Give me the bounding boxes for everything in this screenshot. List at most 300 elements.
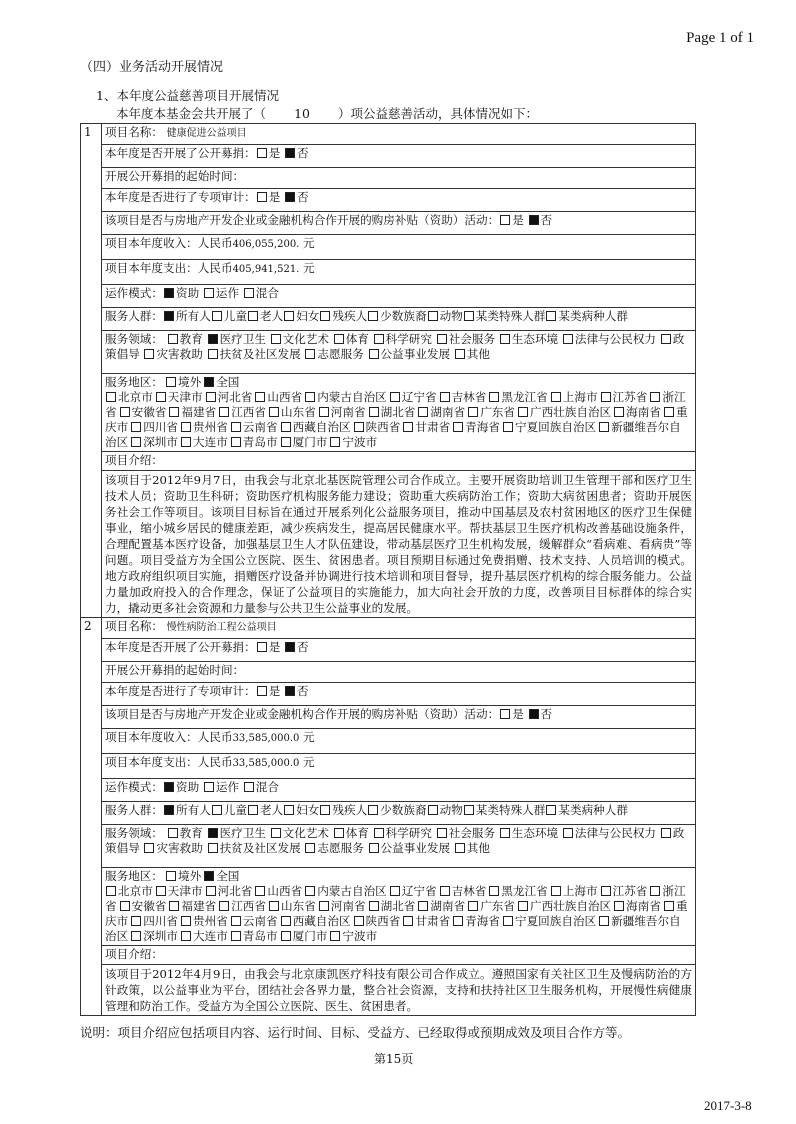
field-checkbox [334, 828, 344, 838]
region-checkbox [131, 437, 141, 447]
region-label: 江苏省 [612, 390, 648, 404]
field-label: 体育 [345, 332, 369, 346]
region-checkbox [601, 392, 611, 402]
page-of-label: Page 1 of 1 [686, 30, 754, 46]
mode-label: 混合 [255, 286, 279, 300]
currency-label: 人民币 [197, 755, 233, 769]
mode-checkbox [164, 288, 174, 298]
field-label: 志愿服务 [317, 347, 364, 361]
region-label: 大连市 [193, 929, 228, 943]
label-income: 项目本年度收入： [105, 730, 198, 744]
project-row [81, 124, 696, 145]
mode-label: 混合 [255, 780, 279, 794]
region-checkbox [390, 392, 400, 402]
region-label: 山西省 [267, 884, 303, 898]
project-field-cell [102, 754, 696, 779]
yuan-label: 元 [303, 261, 315, 275]
group-checkbox [248, 311, 258, 321]
field-checkbox [455, 349, 465, 359]
region-checkbox [106, 886, 116, 896]
field-checkbox [334, 334, 344, 344]
project-count-line [116, 104, 538, 122]
region-checkbox [169, 407, 179, 417]
region-checkbox [468, 407, 478, 417]
project-row [81, 965, 696, 1016]
region-checkbox [599, 422, 609, 432]
group-checkbox [428, 311, 438, 321]
label-project-name: 项目名称： [105, 125, 163, 139]
region-label: 天津市 [167, 390, 203, 404]
region-label: 湖南省 [430, 405, 466, 419]
group-checkbox [212, 311, 222, 321]
mode-label: 运作 [215, 286, 240, 300]
region-checkbox [255, 392, 265, 402]
region-label: 河南省 [330, 899, 366, 913]
field-checkbox [437, 334, 447, 344]
project-field-cell [102, 374, 696, 452]
region-checkbox [305, 886, 315, 896]
region-label: 甘肃省 [415, 420, 451, 434]
region-checkbox [664, 407, 674, 417]
project-row [81, 729, 696, 754]
region-label: 新疆维吾尔自治区 [105, 914, 681, 943]
region-checkbox [614, 901, 624, 911]
region-checkbox [369, 901, 379, 911]
overseas-checkbox [166, 377, 176, 387]
yes-label: 是 [268, 190, 281, 204]
project-field-cell [102, 683, 696, 706]
region-label: 陕西省 [365, 420, 401, 434]
region-label: 吉林省 [451, 884, 487, 898]
region-label: 北京市 [118, 390, 153, 404]
no-checkbox [285, 642, 295, 652]
yes-checkbox [257, 192, 267, 202]
label-public-fundraising: 本年度是否开展了公开募捐： [105, 146, 256, 160]
group-checkbox [428, 805, 438, 815]
region-label: 云南省 [242, 420, 278, 434]
mode-checkbox [204, 288, 214, 298]
region-checkbox [453, 916, 463, 926]
subsection-title: 1、本年度公益慈善项目开展情况 [96, 88, 279, 103]
yes-label: 是 [512, 707, 524, 721]
region-checkbox [156, 392, 166, 402]
project-row [81, 683, 696, 706]
region-label: 河北省 [217, 884, 253, 898]
project-field-cell [102, 168, 696, 189]
region-label: 海南省 [626, 405, 661, 419]
region-checkbox [219, 901, 229, 911]
region-label: 广东省 [480, 899, 515, 913]
mode-checkbox [164, 782, 174, 792]
group-checkbox [320, 805, 330, 815]
region-checkbox [614, 407, 624, 417]
no-checkbox [285, 686, 295, 696]
project-row [81, 825, 696, 868]
region-checkbox [231, 916, 241, 926]
group-label: 老人 [260, 309, 284, 323]
project-row [81, 639, 696, 662]
region-label: 广东省 [480, 405, 515, 419]
region-label: 宁波市 [342, 435, 378, 449]
yes-checkbox [257, 642, 267, 652]
region-label: 海南省 [626, 899, 661, 913]
region-checkbox [281, 916, 291, 926]
field-checkbox [563, 334, 573, 344]
footnote: 说明：项目介绍应包括项目内容、运行时间、目标、受益方、已经取得或预期成效及项目合作方等。 [80, 1025, 631, 1040]
region-label: 青岛市 [242, 435, 278, 449]
label-service-groups: 服务人群 [105, 803, 152, 817]
income-value: 406,055,200. [232, 239, 300, 250]
region-label: 新疆维吾尔自治区 [105, 420, 681, 449]
field-checkbox [144, 843, 154, 853]
region-checkbox [403, 916, 413, 926]
region-label: 厦门市 [292, 929, 328, 943]
region-label: 吉林省 [451, 390, 487, 404]
footer-date: 2017-3-8 [704, 1098, 752, 1113]
field-checkbox [208, 334, 218, 344]
region-label: 甘肃省 [415, 914, 451, 928]
currency-label: 人民币 [197, 730, 233, 744]
project-field-cell [102, 124, 696, 145]
group-checkbox [164, 805, 174, 815]
region-label: 上海市 [562, 390, 598, 404]
region-label: 四川省 [143, 914, 178, 928]
region-checkbox [219, 407, 229, 417]
field-label: 扶贫及社区发展 [219, 841, 301, 855]
region-checkbox [206, 392, 216, 402]
project-row [81, 168, 696, 189]
field-label: 法律与公民权力 [574, 332, 657, 346]
region-checkbox [330, 931, 340, 941]
project-row [81, 331, 696, 374]
label-service-region: 服务地区： [105, 375, 163, 389]
project-name: 健康促进公益项目 [166, 128, 247, 139]
region-label: 深圳市 [143, 435, 178, 449]
no-label: 否 [540, 707, 553, 721]
project-field-cell [102, 639, 696, 662]
region-checkbox [181, 422, 191, 432]
field-label: 生态环境 [511, 332, 559, 346]
project-row [81, 212, 696, 235]
field-checkbox [500, 334, 510, 344]
yuan-label: 元 [303, 730, 315, 744]
no-label: 否 [540, 213, 553, 227]
project-row [81, 235, 696, 260]
region-label: 浙江省 [105, 884, 686, 913]
yuan-label: 元 [303, 236, 315, 250]
project-field-cell [102, 285, 696, 308]
group-checkbox [164, 311, 174, 321]
project-intro: 该项目于2012年9月7日，由我会与北京北基医院管理公司合作成立。主要开展资助培训卫生管理干部和医疗卫生技术人员；资助卫生科研；资助医疗机构服务能力建设；资助重大疾病防治工作；资助大病贫困患者；资助开展医务社会工作等项目。该项目目标旨在通过开展系列化公益服务项目，推动中国基层及农村贫困地区的医疗卫生保健事业，缩小城乡居民的健康差距，减少疾病发生，提高居民健康水平。帮扶基层卫生医疗机构改善基础设施条件，合理配置基本医疗设备，加强基层卫生人才队伍建设，带动基层医疗卫生机构发展，缓解群众“看病难、看病贵”等问题。项目受益方为全国公立医院、医生、贫困患者。项目预期目标通过免费捐赠、技术支持、人员培训的模式。地方政府组织项目实施，捐赠医疗设备并协调进行技术培训和项目督导，提升基层医疗机构的综合服务能力。公益力量加政府投入的合作理念，保证了公益项目的实施能力，加大向社会开放的力度，改善项目目标群体的综合实力，撬动更多社会资源和力量参与公共卫生公益事业的发展。 [105, 473, 692, 615]
region-checkbox [468, 901, 478, 911]
project-index: 1 [81, 124, 102, 618]
projects-table [80, 123, 696, 1016]
region-label: 广西壮族自治区 [529, 899, 612, 913]
label-service-fields: 服务领域： [105, 826, 163, 840]
group-label: 某类特殊人群 [475, 309, 546, 323]
field-checkbox [369, 843, 379, 853]
project-field-cell [102, 946, 696, 965]
region-checkbox [120, 901, 130, 911]
group-label: 妇女 [296, 803, 320, 817]
region-checkbox [231, 422, 241, 432]
project-field-cell [102, 868, 696, 946]
field-checkbox [168, 828, 178, 838]
region-checkbox [305, 392, 315, 402]
region-checkbox [440, 886, 450, 896]
field-checkbox [500, 828, 510, 838]
region-label: 西藏自治区 [292, 420, 351, 434]
project-row [81, 452, 696, 471]
yes-label: 是 [268, 684, 281, 698]
field-checkbox [305, 843, 315, 853]
field-checkbox [437, 828, 447, 838]
yes-label: 是 [268, 640, 281, 654]
region-label: 江苏省 [612, 884, 648, 898]
region-checkbox [418, 407, 428, 417]
region-checkbox [354, 422, 364, 432]
group-label: 妇女 [296, 309, 320, 323]
label-special-audit: 本年度是否进行了专项审计： [105, 190, 256, 204]
group-label: 老人 [260, 803, 284, 817]
income-value: 33,585,000.0 [232, 733, 300, 744]
region-checkbox [281, 931, 291, 941]
group-label: 儿童 [223, 803, 247, 817]
field-label: 公益事业发展 [380, 841, 451, 855]
region-checkbox [106, 392, 116, 402]
label-expense: 项目本年度支出： [105, 755, 198, 769]
region-label: 湖南省 [430, 899, 466, 913]
region-checkbox [664, 901, 674, 911]
region-label: 云南省 [242, 914, 278, 928]
region-label: 宁夏回族自治区 [514, 914, 597, 928]
label-operation-mode: 运作模式： [105, 780, 163, 794]
group-checkbox [464, 805, 474, 815]
region-label: 福建省 [181, 899, 217, 913]
region-label: 山西省 [267, 390, 303, 404]
project-field-cell [102, 825, 696, 868]
field-checkbox [661, 828, 671, 838]
region-label: 辽宁省 [401, 390, 437, 404]
region-label: 大连市 [193, 435, 228, 449]
region-checkbox [403, 422, 413, 432]
field-label: 公益事业发展 [380, 347, 451, 361]
project-index: 2 [81, 618, 102, 1016]
project-row [81, 618, 696, 639]
count-suffix: ）项公益慈善活动，具体情况如下： [338, 106, 539, 121]
label-housing-subsidy: 该项目是否与房地产开发企业或金融机构合作开展的购房补贴（资助）活动： [105, 707, 500, 721]
yes-label: 是 [268, 146, 281, 160]
project-row [81, 802, 696, 825]
region-label: 江西省 [231, 405, 266, 419]
national-checkbox [204, 377, 214, 387]
field-checkbox [661, 334, 671, 344]
label-project-name: 项目名称： [105, 619, 163, 633]
overseas-label: 境外 [177, 375, 202, 389]
region-checkbox [181, 931, 191, 941]
field-checkbox [563, 828, 573, 838]
section-title: （四）业务活动开展情况 [80, 60, 224, 75]
region-label: 青海省 [465, 914, 500, 928]
region-checkbox [281, 437, 291, 447]
project-row [81, 285, 696, 308]
region-checkbox [518, 901, 528, 911]
field-label: 灾害救助 [156, 841, 203, 855]
project-row [81, 946, 696, 965]
mode-label: 资助 [175, 286, 200, 300]
field-label: 社会服务 [448, 826, 496, 840]
field-label: 灾害救助 [156, 347, 203, 361]
region-label: 山东省 [281, 899, 316, 913]
project-row [81, 145, 696, 168]
national-checkbox [204, 871, 214, 881]
region-checkbox [231, 437, 241, 447]
group-label: 所有人 [176, 309, 211, 323]
region-label: 宁波市 [342, 929, 378, 943]
field-checkbox [208, 349, 218, 359]
project-field-cell [102, 706, 696, 729]
group-label: 某类病种人群 [558, 803, 628, 817]
group-checkbox [248, 805, 258, 815]
region-label: 北京市 [118, 884, 153, 898]
region-checkbox [650, 392, 660, 402]
group-checkbox [320, 311, 330, 321]
field-checkbox [374, 334, 384, 344]
region-checkbox [156, 886, 166, 896]
label-service-region: 服务地区： [105, 869, 163, 883]
no-checkbox [529, 215, 539, 225]
project-row [81, 308, 696, 331]
field-checkbox [271, 828, 281, 838]
region-checkbox [231, 931, 241, 941]
label-fundraising-start: 开展公开募捐的起始时间： [105, 169, 245, 183]
yes-checkbox [257, 148, 267, 158]
region-label: 宁夏回族自治区 [514, 420, 597, 434]
group-label: 某类特殊人群 [475, 803, 546, 817]
mode-label: 运作 [215, 780, 240, 794]
project-row [81, 868, 696, 946]
region-label: 上海市 [562, 884, 598, 898]
group-label: 残疾人 [332, 309, 368, 323]
region-checkbox [503, 916, 513, 926]
label-operation-mode: 运作模式： [105, 286, 163, 300]
no-label: 否 [297, 640, 309, 654]
region-label: 厦门市 [292, 435, 328, 449]
group-checkbox [546, 805, 556, 815]
group-label: 残疾人 [332, 803, 368, 817]
field-checkbox [369, 349, 379, 359]
label-housing-subsidy: 该项目是否与房地产开发企业或金融机构合作开展的购房补贴（资助）活动： [105, 213, 500, 227]
region-checkbox [120, 407, 130, 417]
region-label: 内蒙古自治区 [317, 390, 387, 404]
region-label: 陕西省 [365, 914, 401, 928]
group-checkbox [284, 805, 294, 815]
region-checkbox [503, 422, 513, 432]
region-label: 贵州省 [193, 420, 228, 434]
project-field-cell [102, 965, 696, 1016]
region-label: 黑龙江省 [501, 390, 548, 404]
field-label: 其他 [466, 841, 490, 855]
field-label: 法律与公民权力 [574, 826, 657, 840]
project-name: 慢性病防治工程公益项目 [166, 622, 277, 633]
region-label: 河北省 [217, 390, 253, 404]
group-label: 某类病种人群 [558, 309, 628, 323]
region-checkbox [453, 422, 463, 432]
project-field-cell [102, 145, 696, 168]
group-label: 少数族裔 [380, 803, 427, 817]
label-intro: 项目介绍： [105, 453, 163, 467]
field-label: 政策倡导 [105, 332, 685, 361]
mode-checkbox [244, 288, 254, 298]
group-label: 所有人 [176, 803, 211, 817]
project-count: 10 [294, 106, 310, 121]
project-field-cell [102, 779, 696, 802]
project-field-cell [102, 662, 696, 683]
region-checkbox [269, 407, 279, 417]
field-label: 教育 [179, 826, 203, 840]
region-label: 四川省 [143, 420, 178, 434]
expense-value: 33,585,000.0 [232, 758, 300, 769]
project-row [81, 662, 696, 683]
field-checkbox [271, 334, 281, 344]
region-checkbox [169, 901, 179, 911]
project-field-cell: 服务人群： 所有人 儿童 老人 妇女 残疾人 少数族裔 动物 某类特殊人群 某类病种人群 [102, 802, 696, 825]
field-label: 政策倡导 [105, 826, 685, 855]
field-label: 医疗卫生 [219, 332, 266, 346]
label-expense: 项目本年度支出： [105, 261, 198, 275]
no-label: 否 [297, 684, 309, 698]
project-field-cell [102, 471, 696, 618]
group-checkbox [464, 311, 474, 321]
project-field-cell [102, 729, 696, 754]
region-checkbox [551, 392, 561, 402]
project-row [81, 260, 696, 285]
region-label: 黑龙江省 [501, 884, 548, 898]
project-row [81, 706, 696, 729]
region-checkbox [131, 931, 141, 941]
group-label: 动物 [439, 803, 463, 817]
region-label: 西藏自治区 [292, 914, 351, 928]
label-special-audit: 本年度是否进行了专项审计： [105, 684, 256, 698]
region-checkbox [551, 886, 561, 896]
region-checkbox [354, 916, 364, 926]
region-checkbox [489, 392, 499, 402]
project-field-cell [102, 212, 696, 235]
currency-label: 人民币 [197, 261, 233, 275]
region-label: 安徽省 [131, 899, 167, 913]
field-checkbox [305, 349, 315, 359]
label-public-fundraising: 本年度是否开展了公开募捐： [105, 640, 256, 654]
region-checkbox [390, 886, 400, 896]
no-checkbox [285, 192, 295, 202]
region-checkbox [489, 886, 499, 896]
overseas-label: 境外 [177, 869, 202, 883]
field-checkbox [208, 828, 218, 838]
region-label: 安徽省 [131, 405, 167, 419]
label-fundraising-start: 开展公开募捐的起始时间： [105, 663, 245, 677]
region-checkbox [131, 916, 141, 926]
national-label: 全国 [216, 869, 240, 883]
region-label: 内蒙古自治区 [317, 884, 387, 898]
project-field-cell [102, 331, 696, 374]
label-service-fields: 服务领域： [105, 332, 163, 346]
region-checkbox [369, 407, 379, 417]
region-checkbox [601, 886, 611, 896]
group-checkbox [368, 805, 378, 815]
region-checkbox [418, 901, 428, 911]
region-checkbox [255, 886, 265, 896]
region-label: 天津市 [167, 884, 203, 898]
